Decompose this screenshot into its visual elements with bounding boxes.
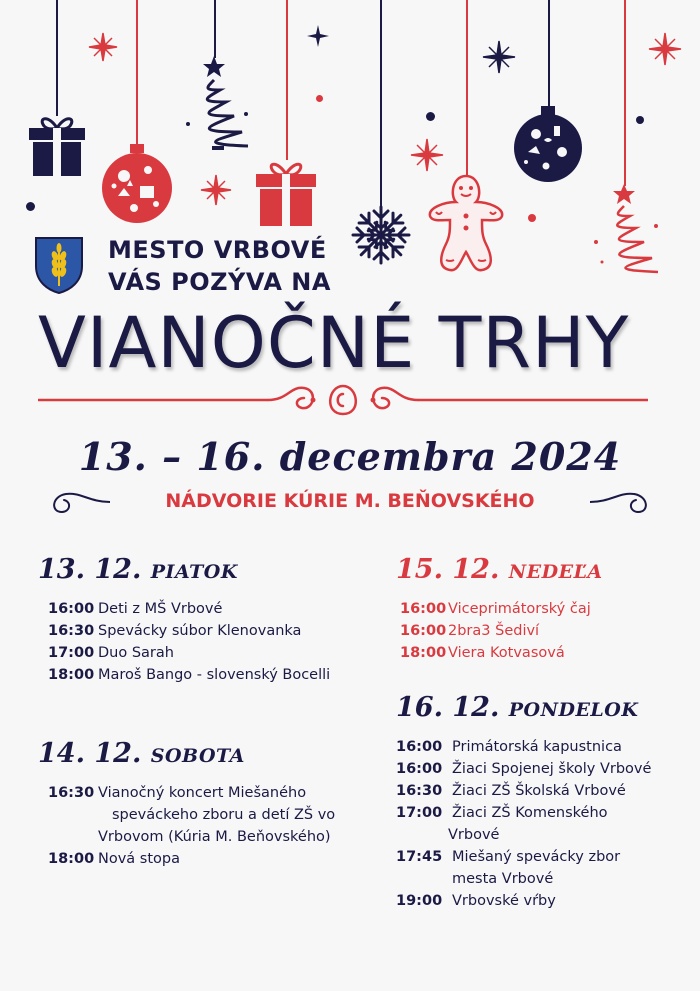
day-date: 13. 12.	[38, 554, 142, 585]
event-time: 19:00	[396, 893, 443, 909]
day-date: 14. 12.	[38, 738, 142, 769]
star-icon	[482, 40, 516, 74]
ornament-ball-icon	[100, 142, 174, 226]
day-weekday: NEDEĽA	[508, 561, 603, 583]
event-list	[38, 782, 368, 870]
list-item	[396, 620, 676, 642]
snowflake-icon	[350, 204, 412, 266]
day-heading	[396, 550, 676, 592]
event-time: 17:00	[48, 645, 95, 661]
event-time: 16:30	[396, 783, 443, 799]
event-time: 16:00	[396, 739, 443, 755]
day-date: 16. 12.	[396, 692, 500, 723]
event-time: 16:00	[400, 623, 447, 639]
event-time: 16:30	[48, 785, 95, 801]
list-item	[396, 598, 676, 620]
event-time: 16:30	[48, 623, 95, 639]
star-icon	[88, 32, 118, 62]
event-name: Deti z MŠ Vrbové	[98, 601, 223, 617]
ornament-ball-icon	[510, 104, 586, 184]
event-name: Žiaci Spojenej školy Vrbové	[452, 761, 652, 777]
day-weekday: SOBOTA	[150, 745, 245, 767]
list-item	[38, 664, 368, 686]
list-item	[396, 758, 686, 780]
event-list	[396, 598, 676, 664]
event-name-line: mesta Vrbové	[452, 871, 554, 887]
star-icon	[200, 174, 232, 206]
string	[214, 0, 216, 58]
star-icon	[306, 24, 330, 48]
intro-line-1: MESTO VRBOVÉ	[108, 236, 327, 264]
string	[380, 0, 382, 206]
day-block	[396, 688, 686, 912]
event-name: Spevácky súbor Klenovanka	[98, 623, 302, 639]
string	[548, 0, 550, 108]
event-time: 16:00	[48, 601, 95, 617]
day-heading	[396, 688, 686, 730]
event-name	[94, 782, 335, 848]
gift-icon	[254, 156, 318, 228]
ornamental-divider	[38, 380, 648, 420]
list-item	[396, 802, 686, 846]
event-time: 18:00	[400, 645, 447, 661]
event-name	[448, 802, 608, 846]
list-item	[396, 736, 686, 758]
event-time: 17:45	[396, 849, 443, 865]
event-name-line: Vrbovom (Kúria M. Beňovského)	[98, 829, 331, 845]
dot	[426, 112, 435, 121]
string	[466, 0, 468, 176]
day-weekday: PONDELOK	[508, 699, 639, 721]
event-list	[396, 736, 686, 912]
event-name	[448, 846, 620, 890]
event-dates: 13. – 16. decembra 2024	[78, 434, 622, 479]
string	[624, 0, 626, 186]
venue-row	[40, 482, 660, 522]
string	[286, 0, 288, 160]
event-name-line: Vianočný koncert Miešaného	[98, 785, 307, 801]
intro	[108, 234, 331, 298]
event-name: 2bra3 Šediví	[448, 623, 540, 639]
list-item	[38, 642, 368, 664]
list-item	[38, 782, 368, 848]
event-name: Viceprimátorský čaj	[448, 601, 591, 617]
star-icon	[410, 138, 444, 172]
page-title: VIANOČNÉ TRHY	[38, 302, 630, 384]
event-name: Vrbovské vŕby	[452, 893, 556, 909]
dot	[26, 202, 35, 211]
christmas-tree-icon	[588, 182, 664, 276]
swirl-ornament	[590, 482, 660, 522]
event-list	[38, 598, 368, 686]
event-time: 18:00	[48, 667, 95, 683]
event-name: Primátorská kapustnica	[452, 739, 622, 755]
day-block	[38, 734, 368, 870]
dot	[316, 95, 323, 102]
event-name: Maroš Bango - slovenský Bocelli	[98, 667, 331, 683]
event-name: Nová stopa	[98, 851, 180, 867]
christmas-tree-icon	[176, 54, 256, 152]
list-item	[396, 846, 686, 890]
event-name-line: Miešaný spevácky zbor	[452, 849, 621, 865]
gingerbread-man-icon	[422, 172, 510, 276]
day-date: 15. 12.	[396, 554, 500, 585]
gift-icon	[26, 112, 88, 178]
event-name-line: speváckeho zboru a detí ZŠ vo	[112, 807, 336, 823]
list-item	[396, 642, 676, 664]
dot	[636, 116, 644, 124]
list-item	[396, 780, 686, 802]
list-item	[396, 890, 686, 912]
event-time: 17:00	[396, 805, 443, 821]
string	[56, 0, 58, 116]
event-name: Žiaci ZŠ Školská Vrbové	[452, 783, 626, 799]
list-item	[38, 848, 368, 870]
event-time: 18:00	[48, 851, 95, 867]
day-heading	[38, 734, 368, 776]
event-time: 16:00	[400, 601, 447, 617]
event-name: Duo Sarah	[98, 645, 174, 661]
day-weekday: PIATOK	[150, 561, 238, 583]
day-block	[38, 550, 368, 686]
day-block	[396, 550, 676, 664]
event-name: Viera Kotvasová	[448, 645, 565, 661]
star-icon	[648, 32, 682, 66]
list-item	[38, 620, 368, 642]
event-name-line: Žiaci ZŠ Komenského	[452, 805, 608, 821]
dot	[528, 214, 536, 222]
event-name-line: Vrbové	[448, 827, 500, 843]
venue-name: NÁDVORIE KÚRIE M. BEŇOVSKÉHO	[165, 490, 535, 512]
string	[136, 0, 138, 148]
intro-line-2: VÁS POZÝVA NA	[108, 268, 331, 296]
coat-of-arms-icon	[34, 236, 84, 294]
list-item	[38, 598, 368, 620]
event-time: 16:00	[396, 761, 443, 777]
day-heading	[38, 550, 368, 592]
